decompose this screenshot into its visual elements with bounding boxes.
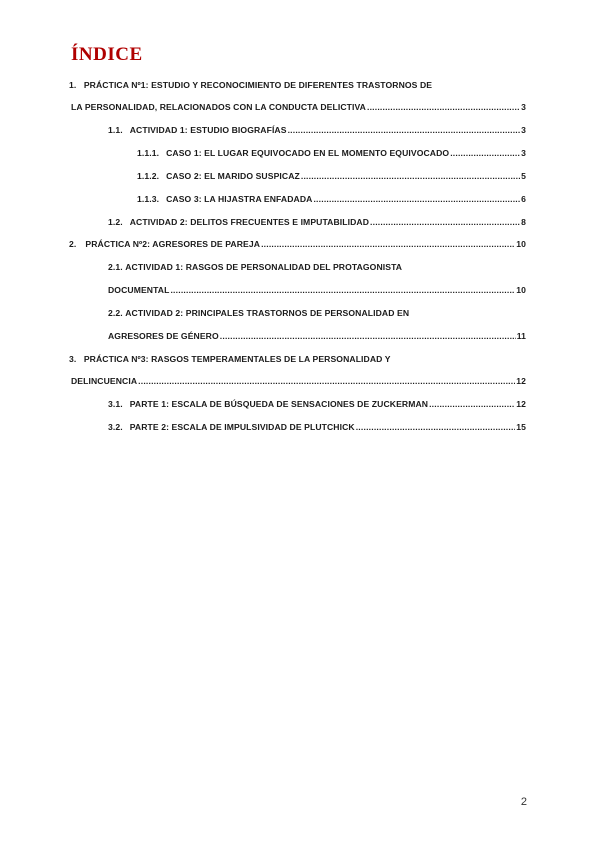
toc-entry-title: PRÁCTICA Nº2: AGRESORES DE PAREJA bbox=[85, 239, 261, 249]
dot-leader bbox=[370, 216, 520, 228]
toc-entry-title-line2: DELINCUENCIA bbox=[71, 376, 138, 386]
dot-leader bbox=[450, 147, 520, 159]
toc-entry-title: CASO 2: EL MARIDO SUSPICAZ bbox=[166, 171, 300, 181]
toc-entry-number: 2.1. bbox=[108, 262, 123, 272]
dot-leader bbox=[429, 398, 515, 410]
toc-page-number: 12 bbox=[516, 376, 526, 386]
toc-entry-number: 3.2. bbox=[108, 422, 123, 432]
dot-leader bbox=[367, 101, 520, 113]
toc-entry-2-2-continued[interactable] bbox=[108, 330, 526, 342]
toc-entry-number: 1.1.2. bbox=[137, 171, 160, 181]
toc-page-number: 3 bbox=[521, 148, 526, 158]
toc-page-number: 11 bbox=[516, 331, 526, 341]
toc-entry-2-1[interactable] bbox=[108, 261, 402, 273]
toc-entry-1-1-2[interactable] bbox=[137, 170, 526, 182]
toc-entry-1-continued[interactable] bbox=[71, 101, 526, 113]
toc-page-number: 10 bbox=[516, 285, 526, 295]
toc-entry-1-1-1[interactable] bbox=[137, 147, 526, 159]
dot-leader bbox=[313, 193, 520, 205]
toc-entry-number: 1.1.1. bbox=[137, 148, 160, 158]
page-number: 2 bbox=[520, 796, 527, 808]
toc-entry-number: 1.1.3. bbox=[137, 194, 160, 204]
toc-entry-2[interactable] bbox=[69, 238, 526, 250]
toc-entry-title: PARTE 2: ESCALA DE IMPULSIVIDAD DE PLUTCHICK bbox=[129, 422, 355, 432]
toc-entry-title-line1: PRÁCTICA Nº1: ESTUDIO Y RECONOCIMIENTO DE DIFERENTES TRASTORNOS DE bbox=[83, 80, 433, 90]
toc-entry-number: 1.1. bbox=[108, 125, 123, 135]
toc-entry-2-2[interactable] bbox=[108, 307, 409, 319]
toc-entry-title-line2: DOCUMENTAL bbox=[108, 285, 170, 295]
toc-entry-1-1-3[interactable] bbox=[137, 193, 526, 205]
toc-entry-title-line1: ACTIVIDAD 1: RASGOS DE PERSONALIDAD DEL PROTAGONISTA bbox=[125, 262, 403, 272]
dot-leader bbox=[301, 170, 520, 182]
dot-leader bbox=[261, 238, 515, 250]
dot-leader bbox=[288, 124, 521, 136]
toc-entry-title-line2: LA PERSONALIDAD, RELACIONADOS CON LA CONDUCTA DELICTIVA bbox=[71, 102, 366, 112]
toc-page-number: 12 bbox=[516, 399, 526, 409]
toc-entry-number: 2.2. bbox=[108, 308, 123, 318]
toc-entry-title-line1: ACTIVIDAD 2: PRINCIPALES TRASTORNOS DE PERSONALIDAD EN bbox=[125, 308, 410, 318]
toc-page-number: 8 bbox=[521, 217, 526, 227]
toc-entry-title: PARTE 1: ESCALA DE BÚSQUEDA DE SENSACIONES DE ZUCKERMAN bbox=[129, 399, 429, 409]
toc-entry-title-line1: PRÁCTICA Nº3: RASGOS TEMPERAMENTALES DE LA PERSONALIDAD Y bbox=[83, 354, 391, 364]
toc-page-number: 3 bbox=[521, 125, 526, 135]
toc-entry-1-2[interactable] bbox=[108, 216, 526, 228]
toc-page-number: 10 bbox=[516, 239, 526, 249]
dot-leader bbox=[220, 330, 516, 342]
toc-entry-title: CASO 1: EL LUGAR EQUIVOCADO EN EL MOMENTO EQUIVOCADO bbox=[166, 148, 450, 158]
toc-entry-title-line2: AGRESORES DE GÉNERO bbox=[108, 331, 219, 341]
toc-entry-number: 2. bbox=[69, 239, 77, 249]
toc-entry-number: 1. bbox=[69, 80, 77, 90]
toc-entry-3-continued[interactable] bbox=[71, 375, 526, 387]
toc-entry-1-1[interactable] bbox=[108, 124, 526, 136]
toc-entry-title: ACTIVIDAD 1: ESTUDIO BIOGRAFÍAS bbox=[129, 125, 287, 135]
toc-entry-title: CASO 3: LA HIJASTRA ENFADADA bbox=[166, 194, 313, 204]
dot-leader bbox=[356, 421, 516, 433]
toc-entry-number: 3.1. bbox=[108, 399, 123, 409]
toc-entry-1[interactable] bbox=[69, 79, 432, 91]
toc-entry-2-1-continued[interactable] bbox=[108, 284, 526, 296]
toc-page-number: 3 bbox=[521, 102, 526, 112]
toc-entry-number: 3. bbox=[69, 354, 77, 364]
dot-leader bbox=[138, 375, 515, 387]
toc-page-number: 15 bbox=[516, 422, 526, 432]
toc-entry-3[interactable] bbox=[69, 353, 391, 365]
toc-page-number: 5 bbox=[521, 171, 526, 181]
dot-leader bbox=[170, 284, 515, 296]
toc-page-number: 6 bbox=[521, 194, 526, 204]
toc-entry-title: ACTIVIDAD 2: DELITOS FRECUENTES E IMPUTABILIDAD bbox=[129, 217, 370, 227]
toc-entry-3-2[interactable] bbox=[108, 421, 526, 433]
index-title: ÍNDICE bbox=[71, 44, 143, 65]
toc-entry-3-1[interactable] bbox=[108, 398, 526, 410]
toc-entry-number: 1.2. bbox=[108, 217, 123, 227]
